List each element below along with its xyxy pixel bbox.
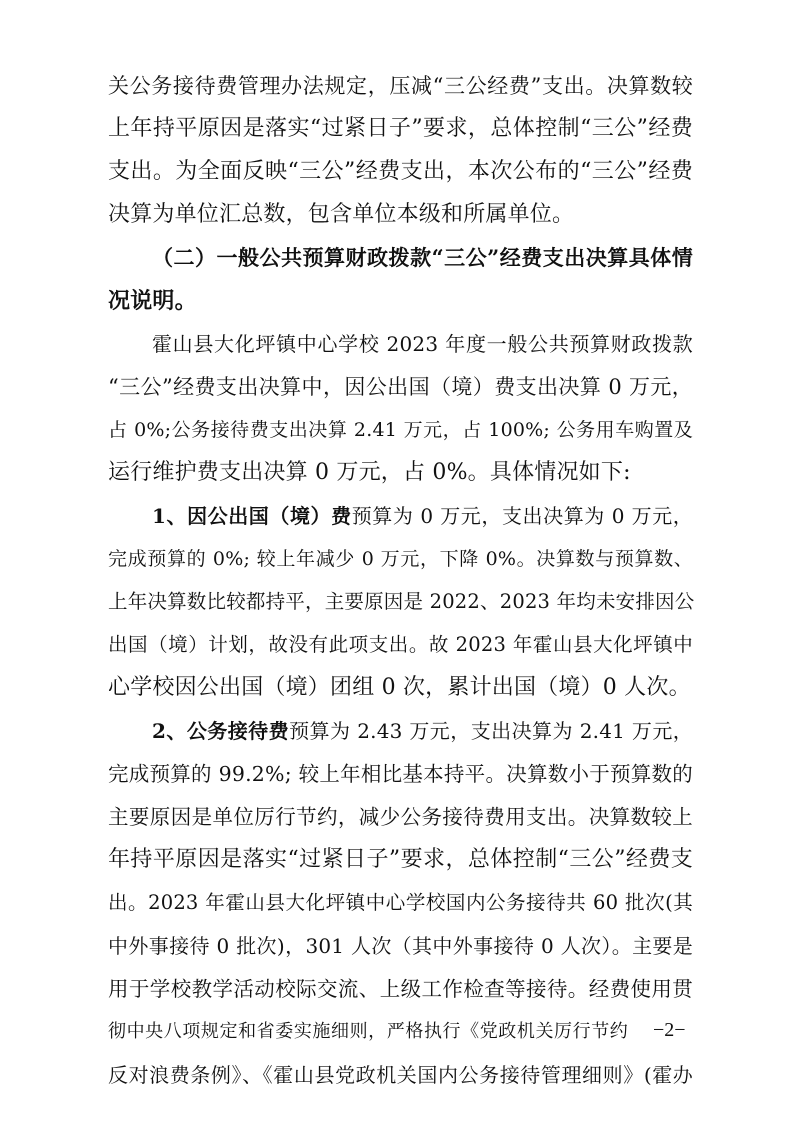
paragraph-line: 占 0%;公务接待费支出决算 2.41 万元，占 100%; 公务用车购置及 xyxy=(108,419,693,441)
item-1-label: 1、因公出国（境）费 xyxy=(152,504,352,528)
item-1-line xyxy=(152,498,693,534)
paragraph-line: 主要原因是单位厉行节约，减少公务接待费用支出。决算数较上 xyxy=(108,805,693,829)
paragraph-line: 出国（境）计划，故没有此项支出。故 2023 年霍山县大化坪镇中 xyxy=(108,633,693,656)
section-heading: （二）一般公共预算财政拨款“三公”经费支出决算具体情 xyxy=(152,245,693,270)
paragraph-line: 上年决算数比较都持平，主要原因是 2022、2023 年均未安排因公 xyxy=(108,590,695,613)
paragraph-line: 出。2023 年霍山县大化坪镇中心学校国内公务接待共 60 批次(其 xyxy=(108,891,693,914)
page-number: −2− xyxy=(653,1019,686,1041)
paragraph-line: 年持平原因是落实“过紧日子”要求，总体控制“三公”经费支 xyxy=(108,847,693,872)
paragraph-line: 决算为单位汇总数，包含单位本级和所属单位。 xyxy=(108,202,575,227)
paragraph-line: 中外事接待 0 批次)，301 人次（其中外事接待 0 人次）。主要是 xyxy=(108,934,693,958)
paragraph-line: 完成预算的 99.2%; 较上年相比基本持平。决算数小于预算数的 xyxy=(108,762,693,786)
paragraph-line: 用于学校教学活动校际交流、上级工作检查等接待。经费使用贯 xyxy=(108,977,693,1001)
paragraph-line: 完成预算的 0%; 较上年减少 0 万元，下降 0%。决算数与预算数、 xyxy=(108,548,693,570)
item-2-text: 预算为 2.43 万元，支出决算为 2.41 万元， xyxy=(289,719,693,743)
item-2-line xyxy=(152,713,693,749)
paragraph-line: 支出。为全面反映“三公”经费支出，本次公布的“三公”经费 xyxy=(108,159,693,184)
item-1-text: 预算为 0 万元，支出决算为 0 万元， xyxy=(351,504,693,528)
paragraph-line: “三公”经费支出决算中，因公出国（境）费支出决算 0 万元， xyxy=(108,375,693,399)
section-heading-continuation: 况说明。 xyxy=(108,288,197,314)
paragraph-line: 关公务接待费管理办法规定，压减“三公经费”支出。决算数较 xyxy=(108,74,693,98)
item-2-label: 2、公务接待费 xyxy=(152,719,290,743)
paragraph-line: 彻中央八项规定和省委实施细则，严格执行《党政机关厉行节约 xyxy=(108,1021,628,1042)
paragraph-line: 运行维护费支出决算 0 万元，占 0%。具体情况如下: xyxy=(108,460,631,485)
paragraph-line: 心学校因公出国（境）团组 0 次，累计出国（境）0 人次。 xyxy=(108,675,691,700)
paragraph-line: 上年持平原因是落实“过紧日子”要求，总体控制“三公”经费 xyxy=(108,116,693,141)
paragraph-line: 反对浪费条例》、《霍山县党政机关国内公务接待管理细则》(霍办 xyxy=(108,1063,693,1087)
paragraph-line: 霍山县大化坪镇中心学校 2023 年度一般公共预算财政拨款 xyxy=(152,332,693,356)
